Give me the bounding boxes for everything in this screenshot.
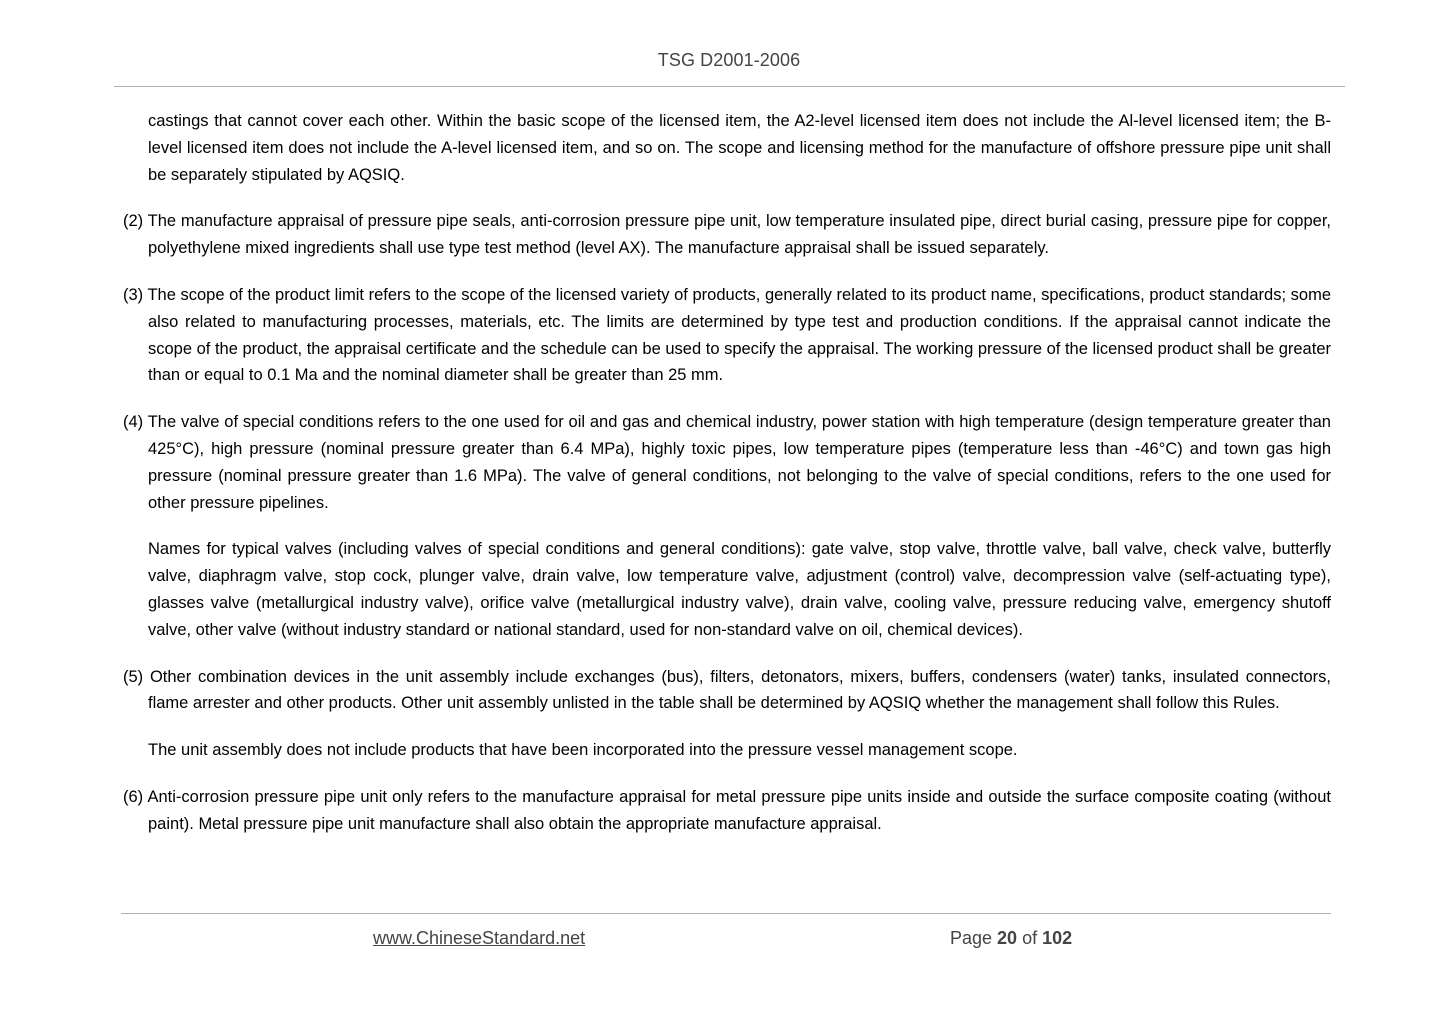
paragraph-unit-assembly-scope: The unit assembly does not include products that have been incorporated into the pressure vessel management scope.: [148, 741, 1018, 760]
paragraph-continuation: castings that cannot cover each other. Within the basic scope of the licensed item, the A2-level licensed item does not include the Al-level licensed item; the B-level licensed item does not include the A-level licensed item, and so on. The scope and licensing method for the manufacture of offshore pressure pipe unit shall be separately stipulated by AQSIQ.: [148, 112, 1331, 184]
page-current: 20: [997, 928, 1018, 948]
paragraph-note-6: (6) Anti-corrosion pressure pipe unit only refers to the manufacture appraisal for metal pressure pipe units inside and outside the surface composite coating (without paint). Metal pressure pipe unit manufacture shall also obtain the appropriate manufacture appraisal.: [123, 787, 1331, 833]
paragraph-note-3: (3) The scope of the product limit refers to the scope of the licensed variety of products, generally related to its product name, specifications, product standards; some also related to manufacturing processes, materials, etc. The limits are determined by type test and production conditions. If the appraisal cannot indicate the scope of the product, the appraisal certificate and the schedule can be used to specify the appraisal. The working pressure of the licensed product shall be greater than or equal to 0.1 Ma and the nominal diameter shall be greater than 25 mm.: [123, 285, 1331, 385]
paragraph-typical-valves: Names for typical valves (including valves of special conditions and general conditions): gate valve, stop valve, throttle valve, ball valve, check valve, butterfly valve, diaphragm valve, stop cock, plunger valve, drain valve, low temperature valve, adjustment (control) valve, decompression valve (self-actuating type), glasses valve (metallurgical industry valve), orifice valve (metallurgical industry valve), drain valve, cooling valve, pressure reducing valve, emergency shutoff valve, other valve (without industry standard or national standard, used for non-standard valve on oil, chemical devices).: [148, 540, 1331, 639]
page-middle: of: [1017, 928, 1043, 948]
document-body: [123, 108, 1331, 858]
paragraph-note-4: (4) The valve of special conditions refers to the one used for oil and gas and chemical industry, power station with high temperature (design temperature greater than 425°C), high pressure (nominal pressure greater than 6.4 MPa), highly toxic pipes, low temperature pipes (temperature less than -46°C) and town gas high pressure (nominal pressure greater than 1.6 MPa). The valve of general conditions, not belonging to the valve of special conditions, refers to the one used for other pressure pipelines.: [123, 413, 1331, 512]
footer-divider: [121, 913, 1331, 914]
document-header-title: TSG D2001-2006: [657, 50, 801, 70]
website-link[interactable]: www.ChineseStandard.net: [373, 928, 586, 948]
page-total: 102: [1042, 928, 1073, 948]
page-prefix: Page: [950, 928, 998, 948]
paragraph-note-5: (5) Other combination devices in the unit assembly include exchanges (bus), filters, detonators, mixers, buffers, condensers (water) tanks, insulated connectors, flame arrester and other products. Other unit assembly unlisted in the table shall be determined by AQSIQ whether the management shall follow this Rules.: [123, 667, 1331, 713]
page-indicator: [950, 928, 1072, 949]
header-divider: [114, 86, 1345, 87]
paragraph-note-2: (2) The manufacture appraisal of pressure pipe seals, anti-corrosion pressure pipe unit, low temperature insulated pipe, direct burial casing, pressure pipe for copper, polyethylene mixed ingredients shall use type test method (level AX). The manufacture appraisal shall be issued separately.: [123, 212, 1331, 258]
